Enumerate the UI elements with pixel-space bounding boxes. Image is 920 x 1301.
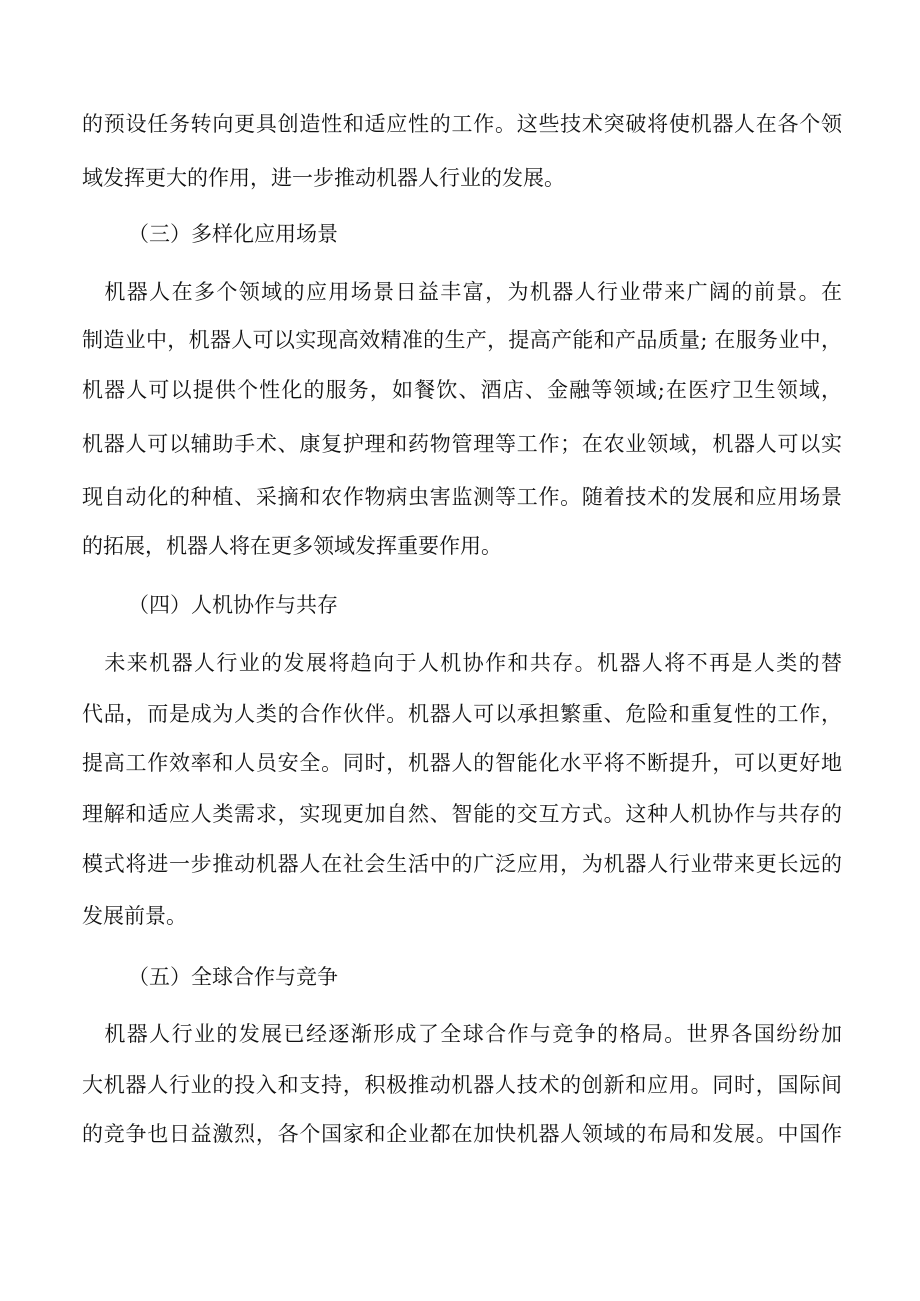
paragraph-line: 发展前景。 <box>82 904 187 928</box>
paragraph-line: 未来机器人行业的发展将趋向于人机协作和共存。机器人将不再是人类的替 <box>82 651 842 675</box>
paragraph-line: 机器人可以提供个性化的服务，如餐饮、酒店、金融等领域;在医疗卫生领域， <box>82 378 842 402</box>
paragraph-line: 域发挥更大的作用，进一步推动机器人行业的发展。 <box>82 166 565 190</box>
paragraph-line: 代品，而是成为人类的合作伙伴。机器人可以承担繁重、危险和重复性的工作， <box>82 702 842 726</box>
paragraph-line: 模式将进一步推动机器人在社会生活中的广泛应用，为机器人行业带来更长远的 <box>82 852 842 876</box>
paragraph-line: 机器人在多个领域的应用场景日益丰富，为机器人行业带来广阔的前景。在 <box>82 280 842 304</box>
paragraph-line: 制造业中，机器人可以实现高效精准的生产，提高产能和产品质量; 在服务业中， <box>82 328 842 352</box>
section-heading: （三）多样化应用场景 <box>128 222 338 246</box>
paragraph-line: 提高工作效率和人员安全。同时，机器人的智能化水平将不断提升，可以更好地 <box>82 751 842 775</box>
paragraph-line: 现自动化的种植、采摘和农作物病虫害监测等工作。随着技术的发展和应用场景 <box>82 485 842 509</box>
paragraph-line: 的拓展，机器人将在更多领域发挥重要作用。 <box>82 534 502 558</box>
section-heading: （四）人机协作与共存 <box>128 593 338 617</box>
paragraph-line: 机器人行业的发展已经逐渐形成了全球合作与竞争的格局。世界各国纷纷加 <box>82 1022 842 1046</box>
paragraph-line: 理解和适应人类需求，实现更加自然、智能的交互方式。这种人机协作与共存的 <box>82 802 842 826</box>
section-heading: （五）全球合作与竞争 <box>128 965 338 989</box>
paragraph-line: 机器人可以辅助手术、康复护理和药物管理等工作；在农业领域，机器人可以实 <box>82 432 842 456</box>
paragraph-line: 的预设任务转向更具创造性和适应性的工作。这些技术突破将使机器人在各个领 <box>82 112 842 136</box>
paragraph-line: 大机器人行业的投入和支持，积极推动机器人技术的创新和应用。同时，国际间 <box>82 1073 842 1097</box>
paragraph-line: 的竞争也日益激烈，各个国家和企业都在加快机器人领域的布局和发展。中国作 <box>82 1122 842 1146</box>
